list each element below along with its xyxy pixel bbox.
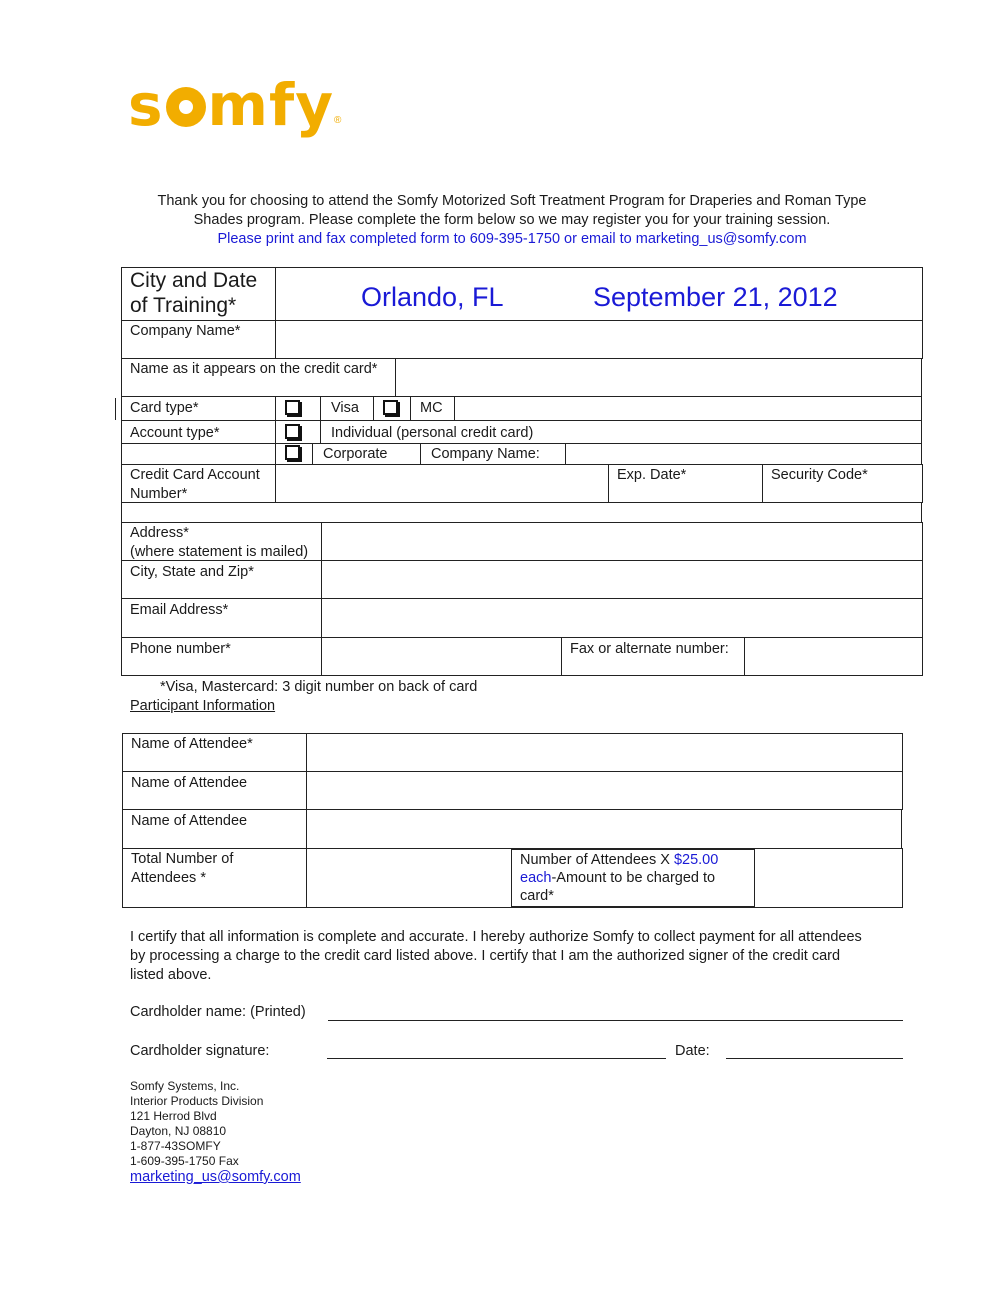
company-name-input[interactable]: [277, 322, 921, 357]
city-state-zip-label: City, State and Zip*: [130, 564, 254, 580]
cardholder-signature-line[interactable]: [327, 1058, 666, 1059]
footer-phone: 1-877-43SOMFY: [130, 1139, 221, 1153]
individual-checkbox[interactable]: [285, 424, 300, 439]
security-code-label: Security Code*: [771, 467, 868, 483]
intro-line-1: Thank you for choosing to attend the Somfy Motorized Soft Treatment Program for Draperies and Roman Type: [157, 193, 867, 209]
account-type-label: Account type*: [130, 425, 220, 441]
charge-label-1: Number of Attendees X: [520, 852, 674, 868]
certify-line-2: by processing a charge to the credit card listed above. I certify that I am the authorized signer of the credit card: [130, 948, 841, 964]
total-attendees-input[interactable]: [308, 850, 508, 906]
city-state-zip-input[interactable]: [323, 562, 921, 597]
cc-number-label-1: Credit Card Account: [130, 467, 260, 483]
logo-dot-icon: [166, 87, 206, 127]
spacer-row: [121, 502, 922, 523]
cc-number-label-2: Number*: [130, 486, 188, 502]
footer-company: Somfy Systems, Inc.: [130, 1079, 240, 1093]
charge-text: [520, 851, 752, 905]
attendee3-label: Name of Attendee: [131, 813, 248, 829]
training-city: Orlando, FL: [361, 282, 504, 312]
card-type-label: Card type*: [130, 400, 199, 416]
city-date-label-1: City and Date: [130, 269, 258, 292]
address-sub-label: (where statement is mailed): [130, 544, 309, 560]
somfy-logo: s mfy®: [128, 71, 342, 139]
attendee2-label: Name of Attendee: [131, 775, 248, 791]
company-name2-label: Company Name:: [431, 446, 540, 462]
date-line[interactable]: [726, 1058, 903, 1059]
corporate-checkbox[interactable]: [285, 445, 300, 460]
attendee1-input[interactable]: [308, 735, 901, 770]
individual-label: Individual (personal credit card): [331, 425, 534, 441]
intro-line-3: Please print and fax completed form to 609-395-1750 or email to marketing_us@somfy.com: [217, 231, 807, 247]
cardholder-name-line[interactable]: [328, 1020, 903, 1021]
attendee1-label: Name of Attendee*: [131, 736, 253, 752]
visa-label: Visa: [331, 400, 359, 416]
visa-note: *Visa, Mastercard: 3 digit number on back of card: [160, 679, 478, 695]
phone-label: Phone number*: [130, 641, 231, 657]
footer-division: Interior Products Division: [130, 1094, 264, 1108]
charge-each: each: [520, 870, 552, 886]
attendee2-input[interactable]: [308, 773, 901, 808]
cc-number-input[interactable]: [277, 466, 606, 501]
fax-input[interactable]: [746, 639, 921, 674]
card-name-label: Name as it appears on the credit card*: [130, 361, 378, 377]
card-name-input[interactable]: [397, 360, 920, 395]
certify-line-3: listed above.: [130, 967, 212, 983]
footer-street: 121 Herrod Blvd: [130, 1109, 217, 1123]
footer-city: Dayton, NJ 08810: [130, 1124, 227, 1138]
fax-label: Fax or alternate number:: [570, 641, 729, 657]
corporate-label: Corporate: [323, 446, 388, 462]
email-label: Email Address*: [130, 602, 229, 618]
total-label-2: Attendees *: [131, 870, 206, 886]
training-date: September 21, 2012: [593, 282, 838, 312]
visa-checkbox[interactable]: [285, 400, 300, 415]
address-input[interactable]: [323, 524, 921, 559]
exp-date-label: Exp. Date*: [617, 467, 687, 483]
charge-price: $25.00: [673, 852, 719, 868]
mc-label: MC: [420, 400, 443, 416]
footer-fax: 1-609-395-1750 Fax: [130, 1154, 239, 1168]
email-input[interactable]: [323, 600, 921, 636]
cardholder-name-label: Cardholder name: (Printed): [130, 1004, 306, 1020]
intro-line-2: Shades program. Please complete the form below so we may register you for your training session.: [193, 212, 831, 228]
date-label: Date:: [675, 1043, 710, 1059]
company-name2-input[interactable]: [567, 445, 920, 463]
charge-label-2: -Amount to be charged to: [551, 870, 716, 886]
participant-heading: Participant Information: [130, 698, 276, 714]
company-name-label: Company Name*: [130, 323, 241, 339]
total-label-1: Total Number of: [131, 851, 234, 867]
attendee3-input[interactable]: [308, 811, 900, 847]
mc-checkbox[interactable]: [383, 400, 398, 415]
cardholder-signature-label: Cardholder signature:: [130, 1043, 270, 1059]
charge-amount-input[interactable]: [757, 850, 901, 906]
address-label: Address*: [130, 525, 189, 541]
certify-line-1: I certify that all information is complete and accurate. I hereby authorize Somfy to collect payment for all attendees: [130, 929, 862, 945]
footer-email-link[interactable]: marketing_us@somfy.com: [130, 1169, 301, 1185]
card-type-row: [121, 396, 922, 421]
phone-input[interactable]: [323, 639, 559, 674]
charge-label-3: card*: [520, 888, 554, 904]
city-date-label-2: of Training*: [130, 294, 237, 317]
